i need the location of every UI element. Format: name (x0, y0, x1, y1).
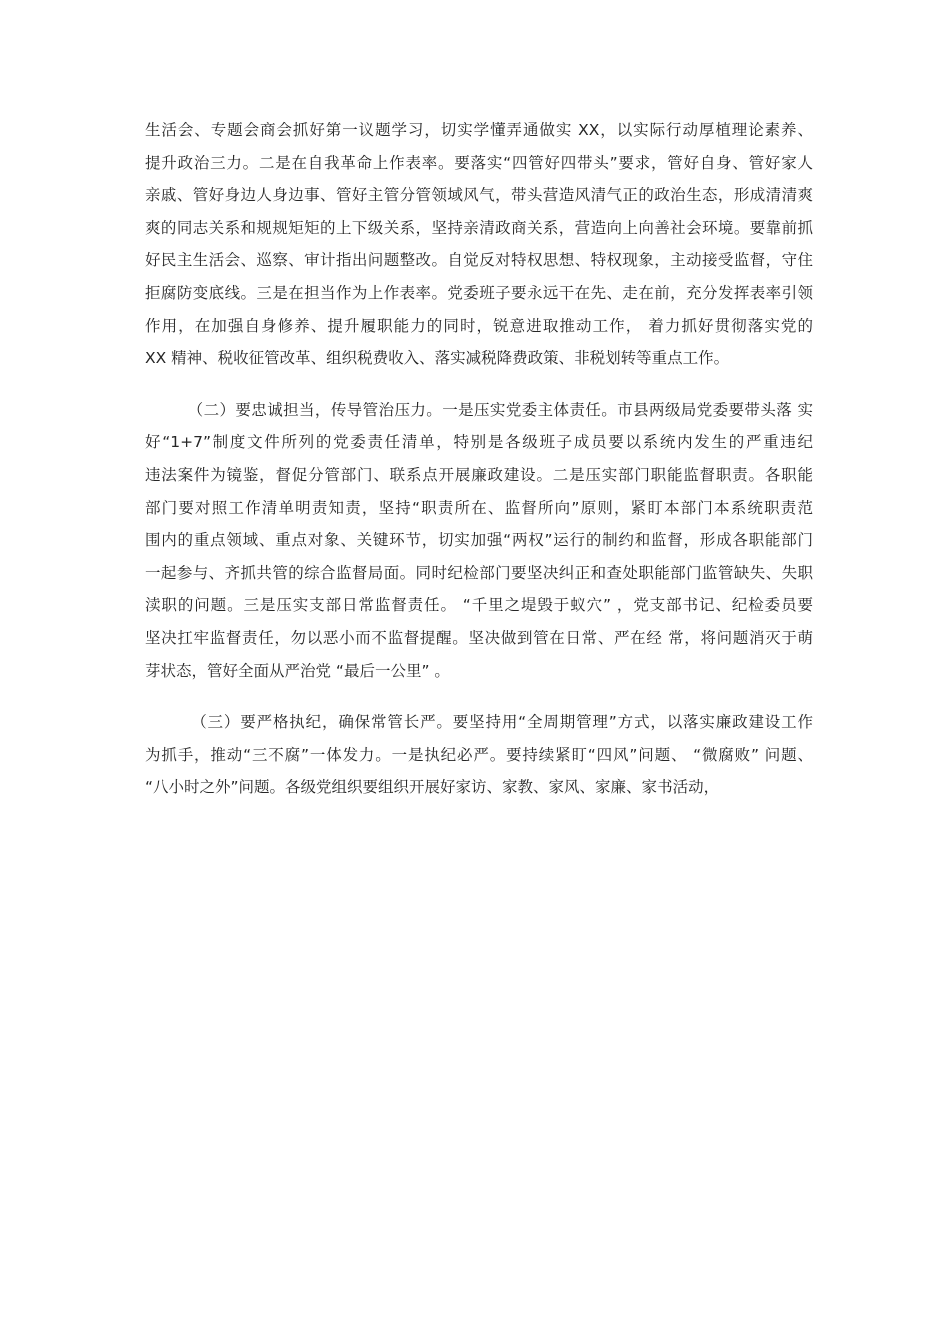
text-line: 芽状态，管好全面从严治党 “最后一公里” 。 (145, 661, 450, 680)
text-line: 一起参与、齐抓共管的综合监督局面。同时纪检部门要坚决纠正和查处职能部门监管缺失、失职 (145, 563, 813, 582)
text-line: 拒腐防变底线。三是在担当作为上作表率。党委班子要永远干在先、走在前，充分发挥表率引领 (145, 283, 813, 302)
text-line: 渎职的问题。三是压实支部日常监督责任。 “千里之堤毁于蚁穴” ，党支部书记、纪检委员要 (145, 596, 813, 615)
text-line: 部门要对照工作清单明责知责，坚持“职责所在、监督所向”原则，紧盯本部门本系统职责范 (145, 498, 813, 517)
text-line: “八小时之外”问题。各级党组织要组织开展好家访、家教、家风、家廉、家书活动， (145, 778, 720, 797)
text-line: 为抓手，推动“三不腐”一体发力。一是执纪必严。要持续紧盯“四风”问题、 “微腐败” 问题、 (145, 745, 813, 764)
text-line: 提升政治三力。二是在自我革命上作表率。要落实“四管好四带头”要求，管好自身、管好家人 (145, 153, 813, 172)
paragraph-3 (145, 706, 813, 804)
text-line: 违法案件为镜鉴，督促分管部门、联系点开展廉政建设。二是压实部门职能监督职责。各职能 (145, 465, 813, 484)
text-line: 生活会、专题会商会抓好第一议题学习，切实学懂弄通做实 XX，以实际行动厚植理论素养、 (145, 121, 813, 139)
document-body (145, 114, 813, 804)
text-line: XX 精神、税收征管改革、组织税费收入、落实减税降费政策、非税划转等重点工作。 (145, 349, 730, 368)
text-line: 围内的重点领域、重点对象、关键环节，切实加强“两权”运行的制约和监督，形成各职能部门 (145, 531, 813, 550)
paragraph-2 (145, 394, 813, 687)
text-line: 坚决扛牢监督责任，勿以恶小而不监督提醒。坚决做到管在日常、严在经 常，将问题消灭于萌 (145, 628, 813, 647)
text-line: 好“1+7”制度文件所列的党委责任清单，特别是各级班子成员要以系统内发生的严重违纪 (145, 433, 813, 452)
text-line: （三）要严格执纪，确保常管长严。要坚持用“全周期管理”方式，以落实廉政建设工作 (145, 713, 813, 732)
paragraph-1 (145, 114, 813, 375)
text-line: 作用，在加强自身修养、提升履职能力的同时，锐意进取推动工作， 着力抓好贯彻落实党的 (145, 316, 813, 335)
text-line: 亲戚、管好身边人身边事、管好主管分管领域风气，带头营造风清气正的政治生态，形成清清爽 (145, 186, 813, 205)
text-line: 爽的同志关系和规规矩矩的上下级关系，坚持亲清政商关系，营造向上向善社会环境。要靠前抓 (145, 218, 813, 237)
text-line: （二）要忠诚担当，传导管治压力。一是压实党委主体责任。市县两级局党委要带头落 实 (145, 400, 813, 419)
text-line: 好民主生活会、巡察、审计指出问题整改。自觉反对特权思想、特权现象，主动接受监督，守住 (145, 251, 813, 270)
